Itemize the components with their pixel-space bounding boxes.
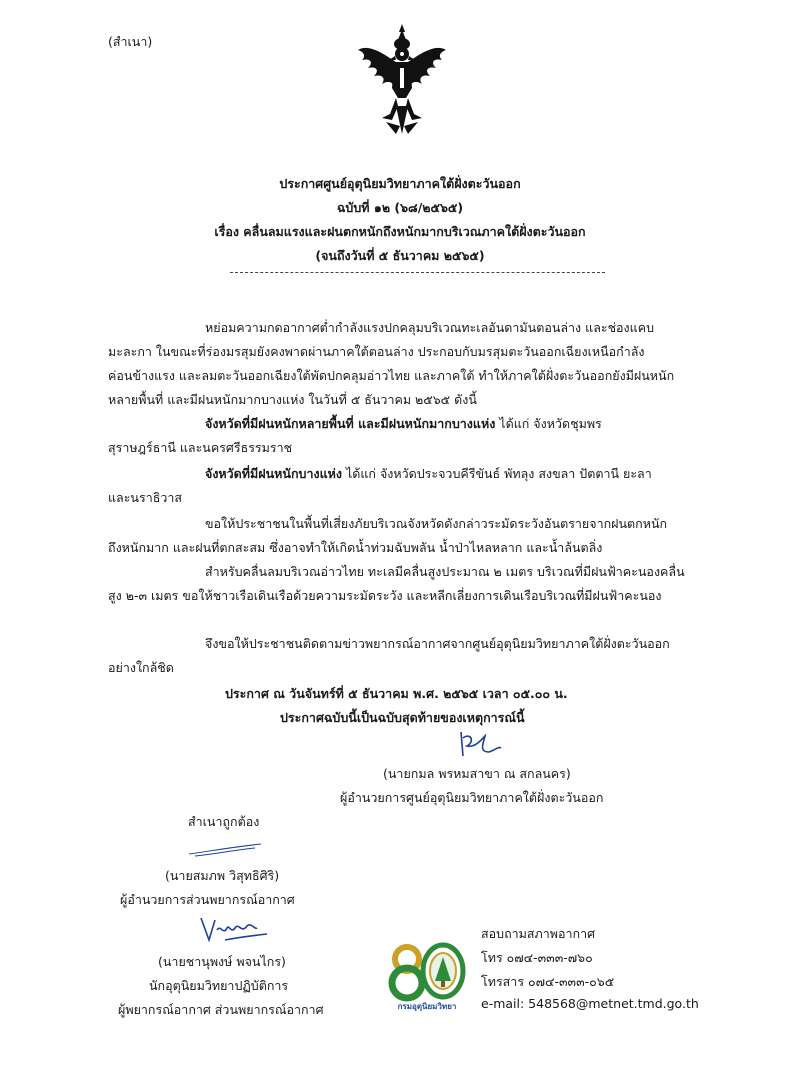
- paragraph-4-line-1: ขอให้ประชาชนในพื้นที่เสี่ยงภัยบริเวณจังหวัดดังกล่าวระมัดระวังอันตรายจากฝนตกหนัก: [205, 516, 668, 531]
- certifier-name: (นายสมภพ วิสุทธิศิริ): [165, 868, 280, 883]
- paragraph-2-line-1: [205, 414, 602, 434]
- announcement-issue: ฉบับที่ ๑๒ (๖๘/๒๕๖๕): [336, 200, 464, 215]
- paragraph-5-line-1: สำหรับคลื่นลมบริเวณอ่าวไทย ทะเลมีคลื่นสูงประมาณ ๒ เมตร บริเวณที่มีฝนฟ้าคะนองคลื่น: [205, 564, 685, 579]
- forecaster-title: นักอุตุนิยมวิทยาปฏิบัติการ: [149, 978, 289, 993]
- heavy-rain-multi-area-provinces: ได้แก่ จังหวัดชุมพร: [495, 416, 602, 431]
- forecaster-signature: [195, 912, 275, 946]
- paragraph-6-line-1: จึงขอให้ประชาชนติดตามข่าวพยากรณ์อากาศจากศูนย์อุตุนิยมวิทยาภาคใต้ฝั่งตะวันออก: [205, 636, 670, 651]
- paragraph-1-line-4: หลายพื้นที่ และมีฝนหนักมากบางแห่ง ในวันที่ ๕ ธันวาคม ๒๕๖๕ ดังนี้: [108, 392, 477, 407]
- forecaster-position: ผู้พยากรณ์อากาศ ส่วนพยากรณ์อากาศ: [118, 1002, 324, 1017]
- paragraph-3-line-2: และนราธิวาส: [108, 490, 183, 505]
- announcement-title: ประกาศศูนย์อุตุนิยมวิทยาภาคใต้ฝั่งตะวันออก: [279, 176, 521, 191]
- director-name: (นายกมล พรหมสาขา ณ สกลนคร): [383, 766, 571, 781]
- contact-phone: โทร ๐๗๔-๓๓๓-๗๖๐: [481, 950, 593, 965]
- copy-mark: (สำเนา): [108, 34, 153, 49]
- header-divider: [230, 272, 605, 273]
- paragraph-1-line-2: มะละกา ในขณะที่ร่องมรสุมยังคงพาดผ่านภาคใต้ตอนล่าง ประกอบกับมรสุมตะวันออกเฉียงเหนือกำลัง: [108, 344, 645, 359]
- final-announcement-note: ประกาศฉบับนี้เป็นฉบับสุดท้ายของเหตุการณ์นี้: [280, 710, 525, 725]
- paragraph-3-line-1: [205, 464, 652, 484]
- heavy-rain-multi-area-label: จังหวัดที่มีฝนหนักหลายพื้นที่ และมีฝนหนักมากบางแห่ง: [205, 416, 496, 431]
- certifier-signature: [185, 838, 265, 860]
- garuda-emblem: [356, 22, 448, 140]
- director-signature: [455, 728, 505, 762]
- contact-heading: สอบถามสภาพอากาศ: [481, 926, 596, 941]
- director-position: ผู้อำนวยการศูนย์อุตุนิยมวิทยาภาคใต้ฝั่งตะวันออก: [340, 790, 604, 805]
- announcement-subject: เรื่อง คลื่นลมแรงและฝนตกหนักถึงหนักมากบริเวณภาคใต้ฝั่งตะวันออก: [214, 224, 586, 239]
- contact-email: e-mail: 548568@metnet.tmd.go.th: [481, 996, 699, 1011]
- certifier-position: ผู้อำนวยการส่วนพยากรณ์อากาศ: [120, 892, 295, 907]
- paragraph-2-line-2: สุราษฎร์ธานี และนครศรีธรรมราช: [108, 440, 293, 455]
- paragraph-5-line-2: สูง ๒-๓ เมตร ขอให้ชาวเรือเดินเรือด้วยความระมัดระวัง และหลีกเลี่ยงการเดินเรือบริเวณที่มีฝนฟ้าคะนอง: [108, 588, 662, 603]
- heavy-rain-some-area-label: จังหวัดที่มีฝนหนักบางแห่ง: [205, 466, 342, 481]
- heavy-rain-some-area-provinces: ได้แก่ จังหวัดประจวบคีรีขันธ์ พัทลุง สงขลา ปัตตานี ยะลา: [341, 466, 652, 481]
- paragraph-1-line-1: หย่อมความกดอากาศต่ำกำลังแรงปกคลุมบริเวณทะเลอันดามันตอนล่าง และช่องแคบ: [205, 320, 655, 335]
- certified-copy-label: สำเนาถูกต้อง: [188, 814, 260, 829]
- paragraph-4-line-2: ถึงหนักมาก และฝนที่ตกสะสม ซึ่งอาจทำให้เกิดน้ำท่วมฉับพลัน น้ำป่าไหลหลาก และน้ำล้นตลิ่ง: [108, 540, 603, 555]
- paragraph-1-line-3: ค่อนข้างแรง และลมตะวันออกเฉียงใต้พัดปกคลุมอ่าวไทย และภาคใต้ ทำให้ภาคใต้ฝั่งตะวันออกยังมีฝนหนัก: [108, 368, 675, 383]
- tmd-logo-text: กรมอุตุนิยมวิทยา: [397, 1002, 457, 1011]
- announcement-date-range: (จนถึงวันที่ ๕ ธันวาคม ๒๕๖๕): [315, 248, 485, 263]
- announcement-date-line: ประกาศ ณ วันจันทร์ที่ ๕ ธันวาคม พ.ศ. ๒๕๖๕ เวลา ๐๕.๐๐ น.: [225, 686, 568, 701]
- paragraph-6-line-2: อย่างใกล้ชิด: [108, 660, 174, 675]
- forecaster-name: (นายชานุพงษ์ พจนไกร): [158, 954, 286, 969]
- contact-fax: โทรสาร ๐๗๔-๓๓๓-๐๖๕: [481, 974, 615, 989]
